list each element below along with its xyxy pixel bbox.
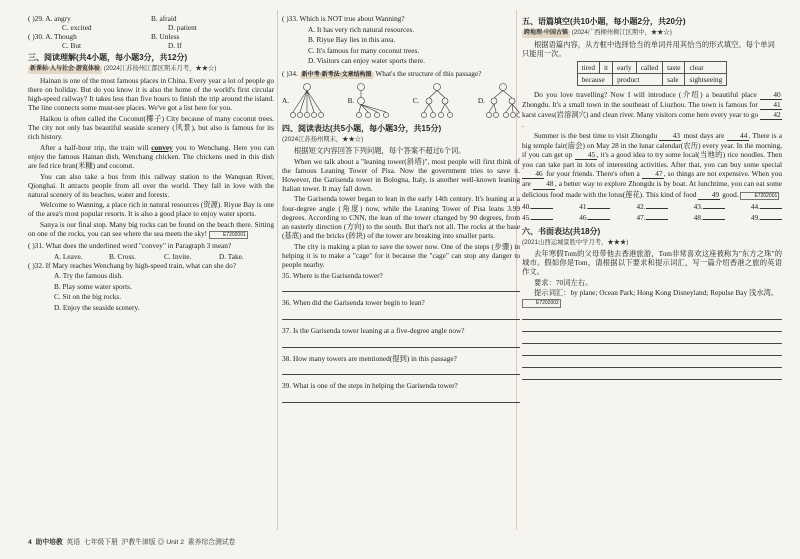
structure-option-b: B.: [348, 82, 390, 120]
writing-line[interactable]: [522, 333, 782, 344]
tree-diagram-b: [355, 82, 389, 120]
section-3-title: 三、阅读理解(共4小题，每小题3分，共12分): [28, 53, 188, 63]
answer-blank[interactable]: [703, 219, 725, 220]
topic-tag: 跨地理·中国古镇: [524, 30, 568, 36]
cloze-paragraph-2: Summer is the best time to visit Zhongdu 43 most days are 44. There is a big temple fair(庙会) on May 28 in the lunar calendar(农历) every year. In the morning, if you can get up 45, it's a good idea to try some local(当地的) rice noodles. Then you can take part in lots of interesting activities. After that, you can buy some special 46 for your friends. There's often a 47, so things are not expensive. When you are 48, a better way to explore Zhongdu is by boat. At lunchtime, you can eat some delicious food made with the lotus(莲花). This kind of food 49 good. E7202001: [522, 130, 783, 199]
q33-option-d: D. Visitors can enjoy water sports there.: [308, 56, 425, 66]
q32-option-b: B. Play some water sports.: [54, 281, 132, 291]
answer-line-39[interactable]: [282, 392, 520, 403]
passage-paragraph: Sanya is our final stop. Many big rocks can be found on the beach there. Sitting on one of the rocks, you can see where the sea meets the sky! E7202001: [28, 220, 274, 239]
passage-paragraph: After a half-hour trip, the train will convey you to Wenchang. Here you can enjoy the famous Hainan dish, Wenchang chicken. The chickens used in this dish are fed rice bran(米糠) and coconut.: [28, 142, 274, 170]
answer-line-38[interactable]: [282, 364, 520, 375]
word-box-item: because: [577, 73, 612, 85]
writing-line[interactable]: [522, 357, 782, 368]
answer-blank[interactable]: [760, 208, 782, 209]
answer-line-35[interactable]: [282, 281, 520, 292]
blank-48: 48: [533, 179, 555, 189]
section-6-source: (2021山西运城景胜中学月考，★★★): [522, 239, 629, 246]
left-column: [28, 14, 274, 314]
answer-blank[interactable]: [646, 208, 668, 209]
question-38: 38. How many towers are mentioned(提到) in this passage?: [282, 353, 457, 363]
q32-option-a: A. Try the famous dish.: [54, 271, 123, 281]
word-box-item: early: [613, 61, 637, 73]
section-4-instructions: 根据短文内容回答下列问题，每个答案不超过6个词。: [294, 145, 466, 155]
passage-paragraph: Haikou is often called the Coconut(椰子) City because of many coconut trees. The city not only has beautiful seaside scenery (风景), but also is famous for its rich history.: [28, 113, 274, 142]
word-box-item: sale: [663, 73, 685, 85]
q33-option-a: A. It has very rich natural resources.: [308, 24, 415, 34]
right-column: [522, 14, 782, 381]
question-code: E7202002: [522, 299, 561, 307]
answer-blank[interactable]: [703, 208, 725, 209]
section-5-source: 跨地理·中国古镇 (2024广西柳州柳江区期中，★★☆): [524, 29, 672, 36]
passage-paragraph: Hainan is one of the most famous places in China. Every year a lot of people go there on holiday. But do you know it is also the home of the world's first circular high-speed railway? It takes less than five hours to finish the trip around the island. The line connects some must-see places. We've got a list here for you.: [28, 75, 274, 113]
page-footer: 4 助中培教 英语 七年级下册 沪教牛津版 ◎ Unit 2 素养综合测试卷: [28, 539, 236, 546]
tree-diagram-d: [486, 82, 520, 120]
brand: 助中培教: [35, 539, 63, 546]
writing-line[interactable]: [522, 309, 782, 320]
question-36: 36. When did the Garisenda tower begin to lean?: [282, 298, 425, 308]
blank-44: 44: [727, 131, 749, 141]
question-code: E7202001: [740, 192, 779, 200]
answer-blank[interactable]: [760, 219, 782, 220]
answer-line-37[interactable]: [282, 337, 520, 348]
passage-paragraph: The Garisenda tower began to lean in the early 14th century. It's leaning at a four-degree angle (角度) now, while the Leaning Tower of Pisa leans 3.99 degrees. According to CNN, the lean of the tower changed by 90 degrees, from an easterly direction (方向) to the south. But that's not all. The rocks at the base (基底) and the bricks (砖块) of the tower are breaking into smaller parts.: [282, 194, 520, 240]
structure-option-a: A.: [282, 82, 324, 120]
blank-42: 42: [760, 110, 782, 120]
q31-options: A. Leave. B. Cross. C. Invite. D. Take.: [54, 251, 244, 261]
q31-stem: ( )31. What does the underlined word "convey" in Paragraph 3 mean?: [28, 240, 232, 250]
q33-option-c: C. It's famous for many coconut trees.: [308, 45, 420, 55]
section-6-title: 六、书面表达(共18分): [522, 227, 601, 236]
structure-option-d: D.: [478, 82, 520, 120]
answer-blank[interactable]: [531, 208, 553, 209]
essay-requirement: 要求：70词左右。: [534, 277, 593, 287]
column-divider: [277, 10, 278, 530]
writing-line[interactable]: [522, 369, 782, 380]
q32-stem: ( )32. If Mary reaches Wenchang by high-speed train, what can she do?: [28, 260, 236, 270]
word-box: [577, 61, 728, 86]
question-35: 35. Where is the Garisenda tower?: [282, 270, 383, 280]
question-39: 39. What is one of the steps in helping the Garisenda tower?: [282, 381, 458, 391]
q30-row2: C. But D. If: [62, 41, 182, 51]
section-4-source: (2024江苏扬州期末，★★☆): [282, 136, 364, 144]
section-3-source: 新课标·人与社会·游览体验 (2024江苏扬州江都区期末月考，★★☆): [30, 65, 217, 73]
blank-47: 47: [642, 169, 664, 179]
blank-46: 46: [522, 169, 544, 179]
blank-45: 45: [575, 150, 597, 160]
section-5-title: 五、语篇填空(共10小题，每小题2分，共20分): [522, 17, 686, 26]
answer-line-36[interactable]: [282, 309, 520, 320]
word-box-item: sightseeing: [685, 73, 727, 85]
passage-paragraph: Welcome to Wanning, a place rich in natural resources (资源). Riyue Bay is one of the area's most popular resorts. It is also a good place to enjoy water sports.: [28, 200, 274, 219]
passage-paragraph: The city is making a plan to save the tower now. One of the steps (步骤) in helping it is to make a "cage" for it because the "cage" can stop any danger to people nearby.: [282, 241, 520, 269]
q33-stem: ( )33. Which is NOT true about Wanning?: [282, 14, 405, 23]
answer-blank[interactable]: [588, 219, 610, 220]
q30: ( )30. A. Though B. Unless: [28, 32, 180, 42]
q29-row2: C. excited D. patient: [62, 23, 197, 33]
word-box-item: product: [613, 73, 663, 85]
essay-hint: 提示词汇：by plane; Ocean Park; Hong Kong Disneyland; Repulse Bay 浅水湾。 E7202002: [522, 288, 782, 307]
word-box-item: tired: [577, 61, 599, 73]
word-box-item: called: [636, 61, 662, 73]
topic-tag: 新课标·人与社会·游览体验: [30, 66, 100, 73]
answer-blank[interactable]: [531, 219, 553, 220]
underlined-word: convey: [151, 142, 173, 152]
writing-line[interactable]: [522, 321, 782, 332]
q34-stem: ( )34. 新中考·新考法·文章结构图 What's the structure of this passage?: [282, 68, 482, 78]
passage-paragraph: When we talk about a "leaning tower(斜塔)", most people will first think of the famous Leaning Tower of Pisa. Now the government tries to save it. However, the Garisenda tower in Bologna, Italy, is another well-known leaning Italian tower. It may fall down.: [282, 156, 520, 193]
answer-row-1: 40. 41. 42. 43. 44.: [522, 202, 782, 211]
q29: ( )29. A. angry B. afraid: [28, 14, 177, 23]
blank-41: 41: [760, 100, 782, 110]
q33-option-b: B. Riyue Bay lies in this area.: [308, 35, 396, 45]
blank-49: 49: [698, 190, 720, 200]
q32-option-d: D. Enjoy the seaside scenery.: [54, 303, 140, 313]
section-4-title: 四、阅读表达(共5小题，每小题3分，共15分): [282, 124, 442, 134]
question-code: E7202001: [209, 231, 248, 239]
topic-tag: 新中考·新考法·文章结构图: [301, 71, 372, 78]
middle-column: [282, 14, 520, 404]
structure-options: [282, 81, 520, 121]
word-box-item: clear: [685, 61, 727, 73]
page-number: 4: [28, 539, 32, 546]
passage-paragraph: You can also take a bus from this railway station to the Wanquan River, Qionghai. It attracts people from all over the world. They fall in love with the natural scenery of its beaches, water and forests.: [28, 171, 274, 199]
blank-43: 43: [659, 131, 681, 141]
essay-prompt: 去年寒假Tom的父母带他去香港旅游，Tom非常喜欢这座被称为"东方之珠"的城市。假如你是Tom，请根据以下要求和提示词汇，写一篇介绍香港之旅的英语作文。: [522, 248, 782, 277]
q32-option-c: C. Sit on the big rocks.: [54, 292, 122, 302]
answer-blank[interactable]: [646, 219, 668, 220]
section-5-instructions: 根据语篇内容，从方框中选择恰当的单词并用其恰当的形式填空。每个单词只能用一次。: [522, 39, 775, 58]
word-box-item: it: [600, 61, 613, 73]
cloze-paragraph-1: Do you love travelling? Now I will introduce (介绍) a beautiful place 40 Zhongdu. It's a small town in the southeast of Liuzhou. The town is famous for 41 karst caves(岩溶洞穴) and clean river. Many visitors come here every year to go 42.: [522, 89, 781, 130]
writing-line[interactable]: [522, 345, 782, 356]
tree-diagram-a: [290, 82, 324, 120]
word-box-item: taste: [663, 61, 685, 73]
answer-blank[interactable]: [588, 208, 610, 209]
tree-diagram-c: [420, 82, 454, 120]
answer-row-2: 45. 46. 47. 48. 49.: [522, 213, 782, 222]
question-37: 37. Is the Garisenda tower leaning at a five-degree angle now?: [282, 326, 465, 336]
structure-option-c: C.: [413, 82, 455, 120]
blank-40: 40: [760, 90, 782, 100]
